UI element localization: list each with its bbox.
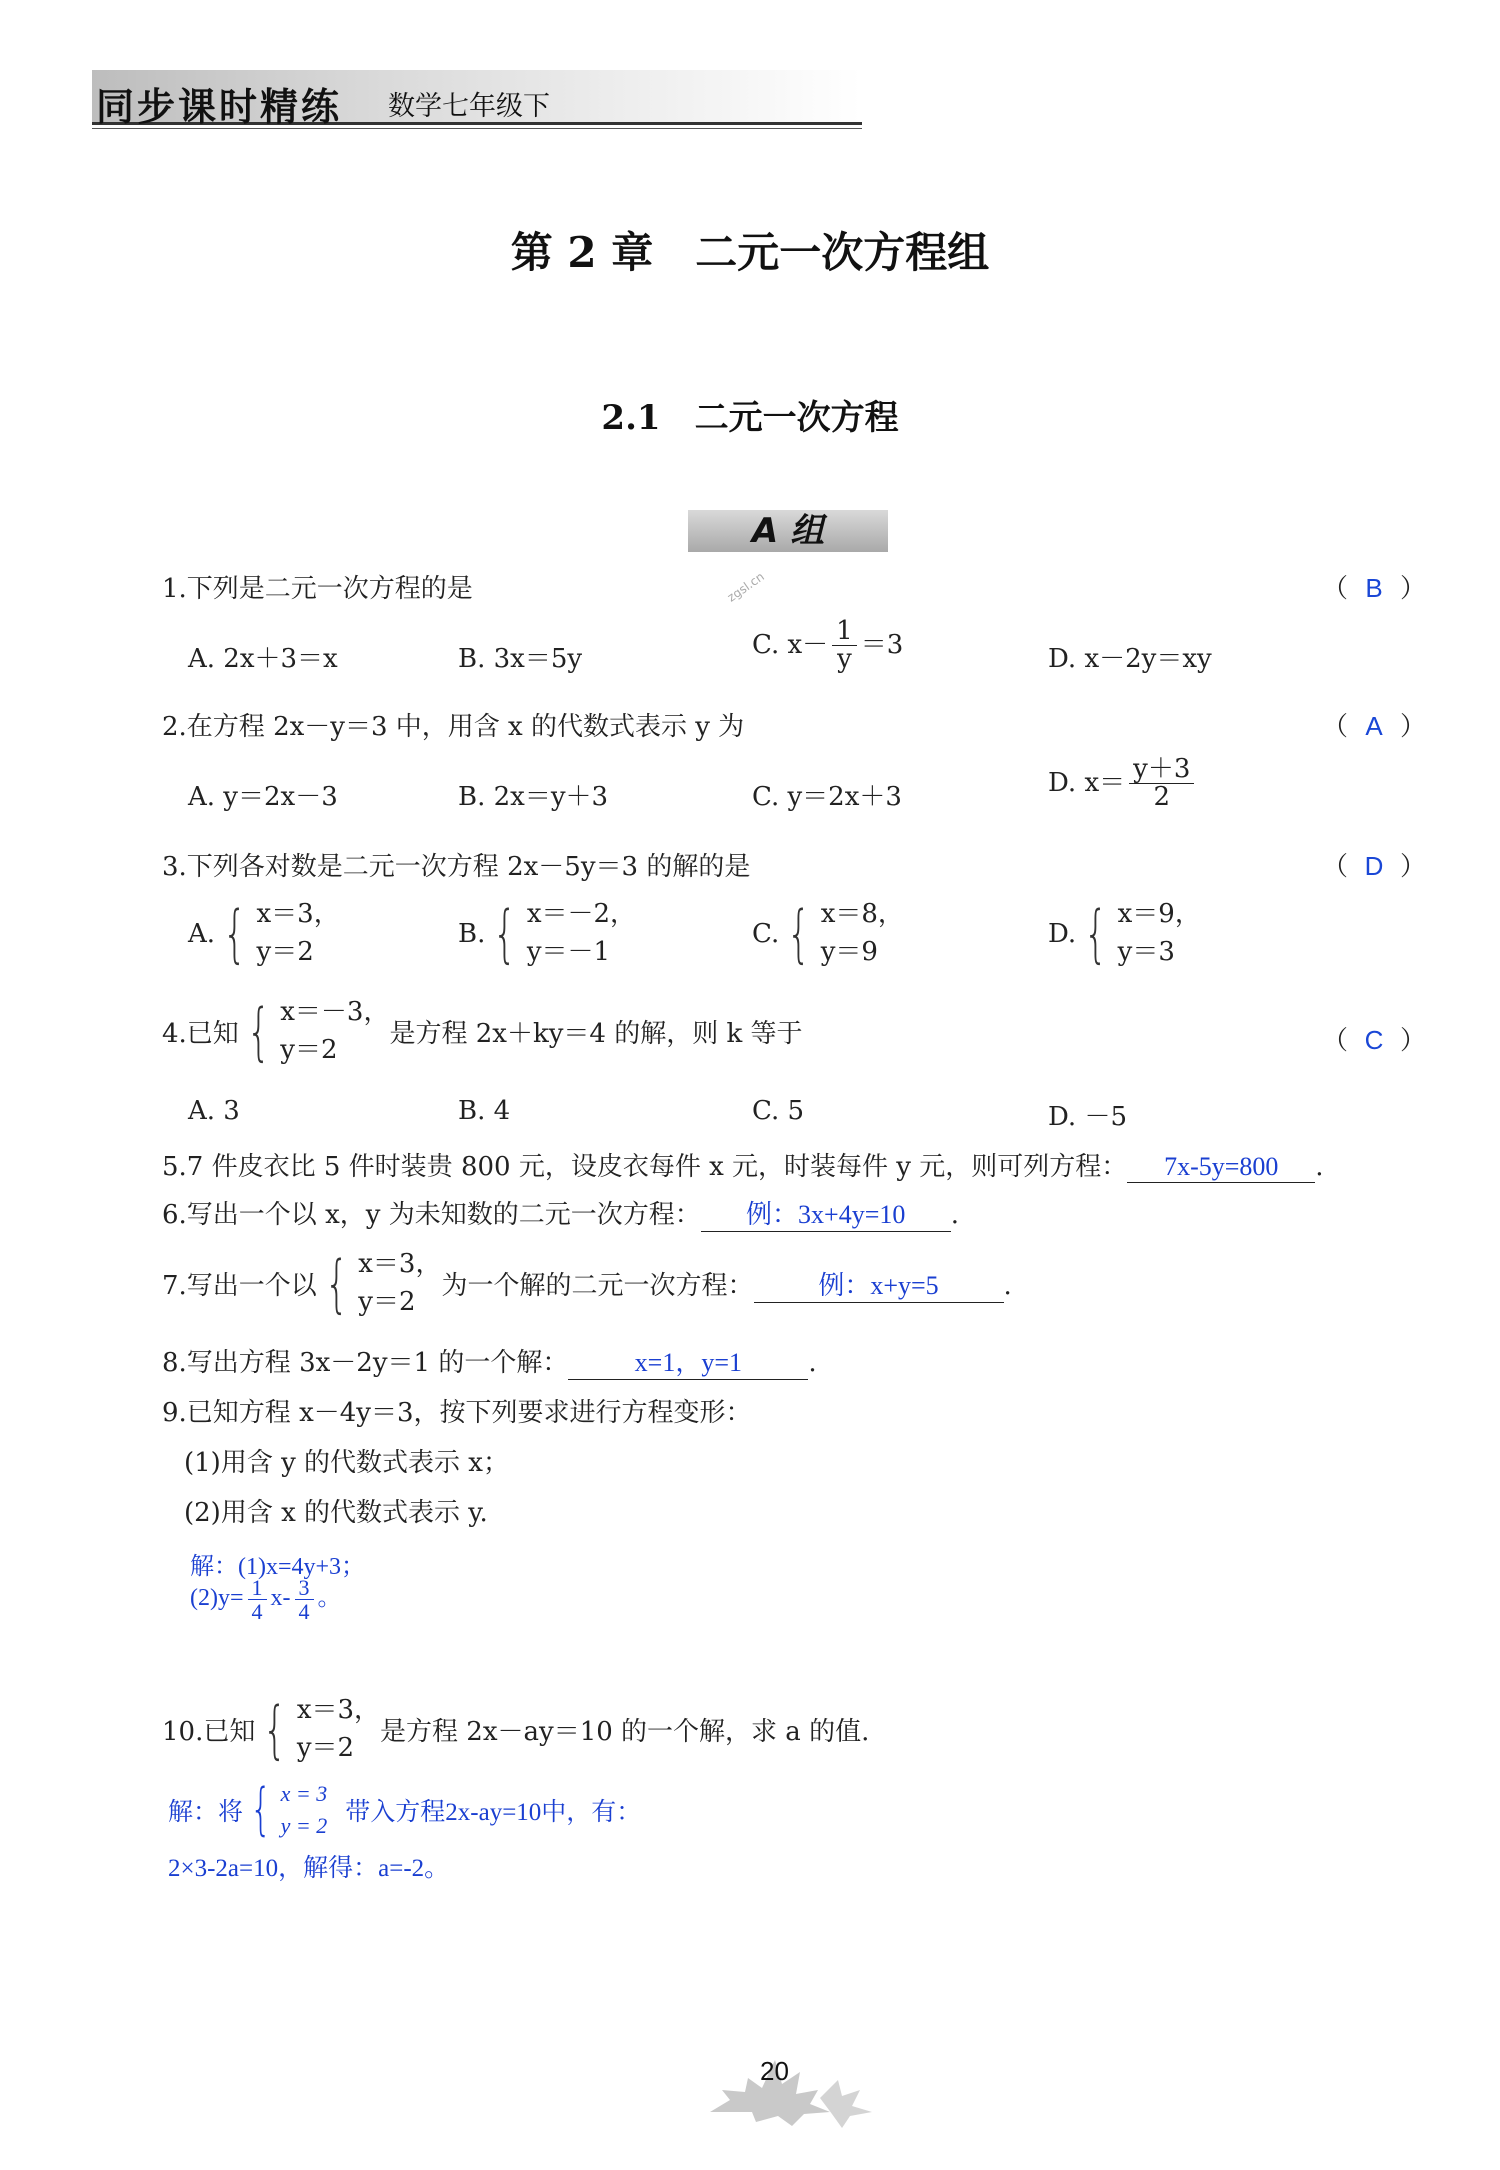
q7-answer: 例：x+y=5 xyxy=(754,1265,1004,1303)
q4-answer: C xyxy=(1364,1025,1384,1055)
q2-stem: 2.在方程 2x－y＝3 中，用含 x 的代数式表示 y 为 xyxy=(162,712,745,742)
q9-part2: (2)用含 x 的代数式表示 y. xyxy=(184,1498,488,1528)
q9-solution-line1: 解：(1)x=4y+3； xyxy=(190,1554,366,1580)
q4-stem: 4.已知 { x＝－3， y＝2 是方程 2x＋ky＝4 的解，则 k 等于 xyxy=(162,994,803,1068)
q3-answer-paren: （ D ） xyxy=(1322,851,1427,882)
q10-stem: 10.已知 { x＝3， y＝2 是方程 2x－ay＝10 的一个解，求 a 的值. xyxy=(162,1692,870,1766)
q1-stem: 1.下列是二元一次方程的是 xyxy=(162,574,473,604)
q3-option-a: A. { x＝3， y＝2 xyxy=(188,896,340,970)
q2-option-b: B. 2x＝y＋3 xyxy=(458,782,609,812)
q9-part1: (1)用含 y 的代数式表示 x； xyxy=(184,1448,509,1478)
section-title: 2.1 二元一次方程 xyxy=(601,398,899,438)
q1-answer: B xyxy=(1365,573,1383,603)
q4-answer-paren: （ C ） xyxy=(1322,1025,1427,1056)
q8-answer: x=1，y=1 xyxy=(568,1342,808,1380)
q2-answer: A xyxy=(1365,711,1383,741)
q6: 6.写出一个以 x，y 为未知数的二元一次方程： 例：3x+4y=10 . xyxy=(162,1194,959,1232)
q3-answer: D xyxy=(1364,851,1384,881)
q9-stem: 9.已知方程 x－4y＝3，按下列要求进行方程变形： xyxy=(162,1398,752,1428)
q1-option-c: C. x－ $\frac{1}{y}$ ＝3 xyxy=(752,616,904,675)
q4-option-c: C. 5 xyxy=(752,1096,805,1126)
q3-stem: 3.下列各对数是二元一次方程 2x－5y＝3 的解的是 xyxy=(162,852,751,882)
q5: 5.7 件皮衣比 5 件时装贵 800 元，设皮衣每件 x 元，时装每件 y 元，则可列方程： 7x-5y=800 . xyxy=(162,1152,1324,1182)
chapter-title: 第 2 章 二元一次方程组 xyxy=(510,228,990,277)
leaf-ornament-icon xyxy=(700,2050,880,2130)
q1-option-b: B. 3x＝5y xyxy=(458,644,583,674)
q4-option-a: A. 3 xyxy=(188,1096,240,1126)
q1-answer-paren: （ B ） xyxy=(1322,573,1427,604)
subject-title: 数学七年级下 xyxy=(388,91,550,122)
q3-option-c: C. { x＝8， y＝9 xyxy=(752,896,904,970)
q2-option-c: C. y＝2x＋3 xyxy=(752,782,902,812)
q4-option-d: D. －5 xyxy=(1048,1102,1127,1132)
series-title: 同步课时精练 xyxy=(96,85,343,129)
q3-option-b: B. { x＝－2， y＝－1 xyxy=(458,896,637,970)
q10-solution-line1: 解：将 { x = 3 y = 2 带入方程2x-ay=10中，有： xyxy=(168,1776,642,1842)
q7: 7.写出一个以 { x＝3， y＝2 为一个解的二元一次方程： 例：x+y=5 . xyxy=(162,1246,1012,1320)
q10-solution-line2: 2×3-2a=10，解得：a=-2。 xyxy=(168,1855,450,1882)
q9-solution-line2: (2)y= $\frac{1}{4}$ x- $\frac{3}{4}$ 。 xyxy=(190,1575,342,1625)
q2-answer-paren: （ A ） xyxy=(1322,711,1427,742)
q5-answer: 7x-5y=800 xyxy=(1127,1152,1315,1183)
q6-answer: 例：3x+4y=10 xyxy=(701,1194,951,1232)
q4-option-b: B. 4 xyxy=(458,1096,511,1126)
watermark: zgsl.cn xyxy=(724,569,767,605)
q2-option-a: A. y＝2x－3 xyxy=(188,782,338,812)
q1-option-d: D. x－2y＝xy xyxy=(1048,644,1212,674)
group-badge: A 组 xyxy=(688,510,888,552)
page-number: 20 xyxy=(760,2056,789,2086)
q8: 8.写出方程 3x－2y＝1 的一个解： x=1，y=1 . xyxy=(162,1342,817,1380)
q1-option-a: A. 2x＋3＝x xyxy=(188,644,338,674)
q3-option-d: D. { x＝9， y＝3 xyxy=(1048,896,1201,970)
q2-option-d: D. x＝ $\frac{y+3}{2}$ xyxy=(1048,756,1198,812)
